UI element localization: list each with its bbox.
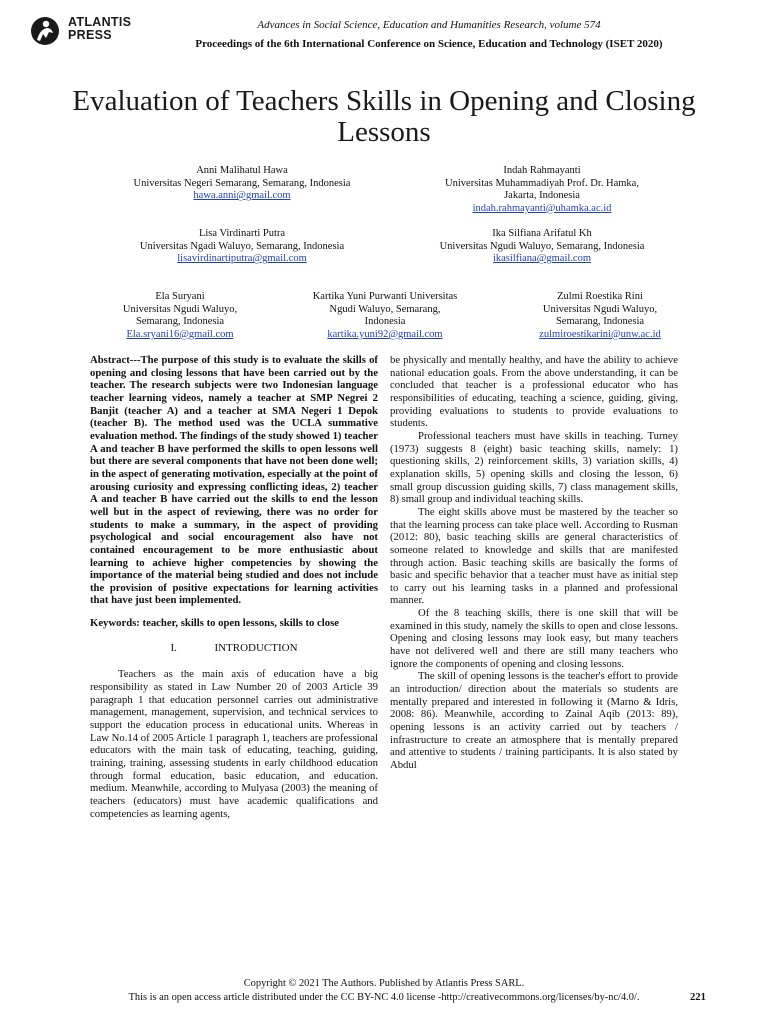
author-name: Kartika Yuni Purwanti Universitas <box>312 291 458 302</box>
body-paragraph: The eight skills above must be mastered by the teacher so that the learning process can take place well. According to Rusman (2012: 80), basic teaching skills are general characteristics of someone related to knowledge and skills that are manifested through action. Basic teaching skills are basically the forms of basic and specific behavior that a teacher must have as initial step to carry out his learning tasks in a planned and professional manner. <box>390 505 678 607</box>
publisher-name-line2: PRESS <box>68 28 112 42</box>
author-email-link[interactable]: indah.rahmayanti@uhamka.ac.id <box>472 202 612 214</box>
author-email-link[interactable]: ikasilfiana@gmail.com <box>492 253 592 265</box>
body-paragraph: Professional teachers must have skills in teaching. Turney (1973) suggests 8 (eight) basic teaching skills, namely: 1) questioning skills, 2) reinforcement skills, 3) variation skills, 4) explanation skills, 5) opening skills and closing the lesson, 6) small group discussion guiding skills, 7) class management skills, 8) small group and individual teaching skills. <box>390 429 678 506</box>
keywords: Keywords: teacher, skills to open lessons, skills to close <box>90 617 339 630</box>
body-paragraph: The skill of opening lessons is the teacher's effort to provide an introduction/ direction about the materials so students are mentally prepared and interested in following it (Marno & Idris, 2008: 86). Meanwhile, according to Zainal Aqib (2013: 89), opening lessons is an activity carried out by teachers / infrastructure to create an atmosphere that is mentally prepared and attentive to students / training participants. It is also stated by Abdul <box>390 670 678 771</box>
section-number: I. <box>170 641 177 654</box>
author-block-3 <box>92 228 392 266</box>
author-block-6 <box>290 291 480 341</box>
section-title: INTRODUCTION <box>214 641 298 654</box>
body-paragraph: be physically and mentally healthy, and have the ability to achieve national education goals. From the above understanding, it can be concluded that teacher is a professional educator who has responsibilities of educating, teaching a science, guiding, giving, providing evaluations to students to provide evaluations to students. <box>390 354 678 430</box>
author-affiliation-line2: Indonesia <box>364 316 406 328</box>
author-affiliation-line2: Semarang, Indonesia <box>135 316 225 328</box>
publisher-name-line1: ATLANTIS <box>68 15 132 29</box>
author-affiliation: Universitas Muhammadiyah Prof. Dr. Hamka, <box>445 177 639 189</box>
left-column <box>90 354 378 820</box>
author-affiliation: Ngudi Waluyo, Semarang, <box>329 303 441 315</box>
author-block-7 <box>495 291 705 341</box>
author-email-link[interactable]: Ela.sryani16@gmail.com <box>126 328 234 340</box>
proceedings-header: Proceedings of the 6th International Conference on Science, Education and Technology (ISET 2020) <box>195 38 663 50</box>
author-affiliation: Universitas Ngudi Waluyo, <box>542 303 658 315</box>
author-affiliation: Universitas Ngudi Waluyo, <box>122 303 238 315</box>
author-name: Ika Silfiana Arifatul Kh <box>492 228 592 239</box>
license-notice: This is an open access article distributed under the CC BY-NC 4.0 license -http://creativecommons.org/licenses/by-nc/4.0/. <box>128 992 640 1003</box>
author-affiliation: Universitas Negeri Semarang, Semarang, Indonesia <box>133 177 351 189</box>
paper-title: Evaluation of Teachers Skills in Opening and Closing Lessons <box>72 85 696 148</box>
page-number: 221 <box>690 992 706 1003</box>
author-name: Lisa Virdinarti Putra <box>198 228 286 239</box>
author-block-5 <box>80 291 280 341</box>
author-affiliation: Universitas Ngadi Waluyo, Semarang, Indonesia <box>139 240 345 252</box>
copyright-notice: Copyright © 2021 The Authors. Published by Atlantis Press SARL. <box>243 978 525 989</box>
author-email-link[interactable]: zulmiroestikarini@unw.ac.id <box>539 328 661 340</box>
author-email-link[interactable]: hawa.anni@gmail.com <box>193 190 291 202</box>
author-email-link[interactable]: kartika.yuni92@gmail.com <box>327 328 443 340</box>
section-heading <box>90 642 378 655</box>
abstract: Abstract---The purpose of this study is to evaluate the skills of opening and closing lessons that have been carried out by the teacher. The research subjects were two Indonesian language teacher learning videos, namely a teacher at SMP Negrei 2 Banjit (teacher A) and a teacher at SMA Negeri 1 Depok (teacher B). The method used was the UCLA summative evaluation method. The findings of the study showed 1) teacher A and teacher B have performed the skills to open lessons well but there are several components that have not been done well; in the aspect of generating motivation, especially at the point of arousing curiosity and expressing conflicting ideas, 2) teacher A and teacher B have carried out the skills to end the lesson well but in the aspect of reviewing, there was no order for students to make a summary, in the aspect of providing psychological and social encouragement also have not contained encouragement to be more enthusiastic about learning to achieve higher competencies by showing the importance of the material being studied and does not include the provision of positive expectations for learning activities that have just been implemented. <box>90 354 378 607</box>
author-email-link[interactable]: lisavirdinartiputra@gmail.com <box>177 253 307 265</box>
author-block-4 <box>392 228 692 266</box>
body-paragraph: Of the 8 teaching skills, there is one skill that will be examined in this study, namely the skills to open and close lessons. Opening and closing lessons may look easy, but many teachers have not delivered well and there are still many teachers who ignore the components of opening and closing lessons. <box>390 607 678 670</box>
author-affiliation-line2: Semarang, Indonesia <box>555 316 645 328</box>
author-block-1 <box>92 165 392 203</box>
series-header: Advances in Social Science, Education and Humanities Research, volume 574 <box>257 19 601 31</box>
author-name: Zulmi Roestika Rini <box>557 291 643 302</box>
right-column <box>390 354 678 772</box>
body-paragraph: Teachers as the main axis of education have a big responsibility as stated in Law Number 20 of 2003 Article 39 paragraph 1 that education personnel carries out administrative management, management, supervision, and technical services to support the education process in educational units. Whereas in Law No.14 of 2005 Article 1 paragraph 1, teachers are professional educators with the main task of educating, teaching, guiding, training, training, assessing students in early childhood education through formal education, basic education, and education. medium. Meanwhile, according to Mulyasa (2003) the meaning of teachers (educators) must have academic qualifications and competencies as learning agents, <box>90 668 378 820</box>
author-block-2 <box>392 165 692 215</box>
author-name: Ela Suryani <box>155 291 205 302</box>
author-affiliation-line2: Jakarta, Indonesia <box>504 190 580 202</box>
author-affiliation: Universitas Ngudi Waluyo, Semarang, Indonesia <box>439 240 645 252</box>
author-name: Indah Rahmayanti <box>503 165 581 176</box>
author-name: Anni Malihatul Hawa <box>196 165 288 176</box>
